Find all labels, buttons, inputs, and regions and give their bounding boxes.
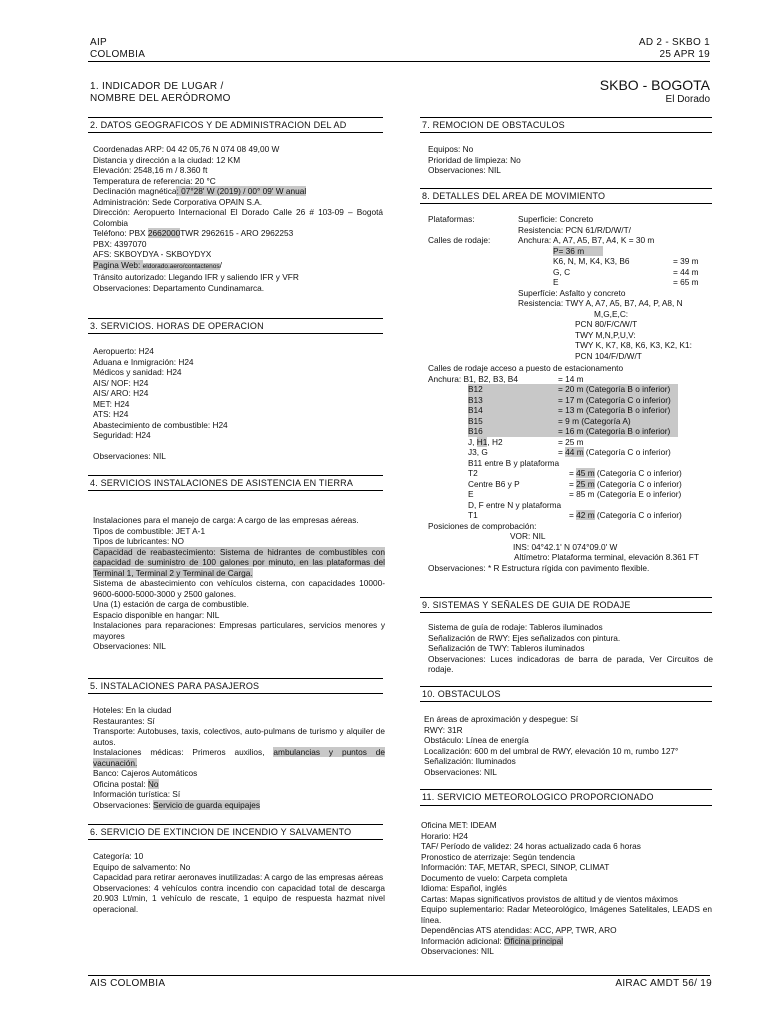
section-9-body: Sistema de guía de rodaje: Tableros iluminados Señalización de RWY: Ejes señalizados con pintura. Señalización de TWY: Tableros iluminados Observaciones: Luces indicadoras de barra de parada, Ver Circuitos de rodaje.	[428, 622, 713, 674]
header-page-ref: AD 2 - SKBO 1	[638, 37, 710, 48]
section-8-body: Plataformas: Superficie: Concreto Resistencia: PCN 61/R/D/W/T/ Calles de rodaje: Anchura: A, A7, A5, B7, A4, K = 30 m P= 36 m K6, N, M, K4, K3, B6 = 39 m G, C = 44 m E = 65 m Superfície: Asfalto y concreto Resistencia: TWY A, A7, A5, B7, A4, P, A8, N M,G,E,C: PCN 80/F/C/W/T TWY M,N,P,U,V: TWY K, K7, K8, K6, K3, K2, K1: PCN 104/F/D/W/T Calles de rodaje acceso a puesto de estacionamento Anchura: B1, B2, B3, B4 = 14 m B12 = 20 m (Categoría B o inferior) B13 = 17 m (Categoría C o inferior) B14 = 13 m (Categoría B o inferior) B15 = 9 m (Categoría A) B16 = 16 m (Categoría B o inferior) J, H1, H2 = 25 m J3, G = 44 m (Categoría C o inferior) B11 entre B y plataforma T2 = 45 m (Categoría C o inferior) Centre B6 y P = 25 m (Categoría C o inferior) E = 85 m (Categoría E o inferior) D, F entre N y plataforma T1 = 42 m (Categoría C o inferior) Posiciones de comprobación: VOR: NIL INS: 04°42.1' N 074°09.0' W Altímetro: Plataforma terminal, elevación 8.361 FT Observaciones: * R Estructura rígida con pavimento flexible.	[428, 214, 699, 573]
section-4-body: Instalaciones para el manejo de carga: A cargo de las empresas aéreas. Tipos de combustible: JET A-1 Tipos de lubricantes: NO Capacidad de reabastecimiento: Sistema de hidrantes de combustibles con capacidad de suministro de 100 galones por minuto, en las plataformas del Terminal 1, Terminal 2 y Terminal de Carga. Sistema de abastecimiento con vehículos cisterna, con capacidades 10000-9600-6000-5000-3000 y 2500 galones. Una (1) estación de carga de combustible. Espacio disponible en hangar: NIL Instalaciones para reparaciones: Empresas particulares, servicios menores y mayores Observaciones: NIL	[93, 515, 385, 651]
location-indicator-title: 1. INDICADOR DE LUGAR /	[90, 81, 224, 92]
section-10-title: 10. OBSTACULOS	[422, 689, 501, 699]
section-6-title: 6. SERVICIO DE EXTINCION DE INCENDIO Y SALVAMENTO	[90, 827, 352, 837]
section-6-body: Categoría: 10 Equipo de salvamento: No Capacidad para retirar aeronaves inutilizadas: A cargo de las empresas aéreas Observaciones: 4 vehículos contra incendio con capacidad total de descarga 20.903 Lt/min, 1 vehículo de rescate, 1 equipo de respuesta hazmat nivel operacional.	[93, 851, 385, 914]
section-8-title: 8. DETALLES DEL AREA DE MOVIMIENTO	[422, 191, 606, 201]
section-4-title: 4. SERVICIOS INSTALACIONES DE ASISTENCIA EN TIERRA	[90, 478, 354, 488]
section-3-title: 3. SERVICIOS. HORAS DE OPERACION	[90, 321, 264, 331]
section-2-title: 2. DATOS GEOGRAFICOS Y DE ADMINISTRACION DEL AD	[90, 120, 347, 130]
aerodrome-code: SKBO - BOGOTA	[599, 77, 710, 93]
footer-rule	[88, 975, 710, 976]
section-5-body: Hoteles: En la ciudad Restaurantes: Sí Transporte: Autobuses, taxis, colectivos, auto-pulmans de turismo y alquiler de autos. Instalaciones médicas: Primeros auxilios, ambulancias y puntos de vacunación. Banco: Cajeros Automáticos Oficina postal: No Información turística: Sí Observaciones: Servicio de guarda equipajes	[93, 705, 386, 810]
footer-left: AIS COLOMBIA	[90, 978, 166, 989]
section-9-title: 9. SISTEMAS Y SEÑALES DE GUIA DE RODAJE	[422, 600, 631, 610]
section-3-body: Aeropuerto: H24 Aduana e Inmigración: H24 Médicos y sanidad: H24 AIS/ NOF: H24 AIS/ ARO: H24 MET: H24 ATS: H24 Abastecimiento de combustible: H24 Seguridad: H24 Observaciones: NIL	[93, 346, 228, 461]
website-link[interactable]: eldorado.aero/contactenos	[142, 262, 220, 270]
section-7-title: 7. REMOCION DE OBSTACULOS	[422, 120, 565, 130]
aerodrome-name: El Dorado	[665, 94, 710, 105]
section-5-title: 5. INSTALACIONES PARA PASAJEROS	[90, 681, 260, 691]
section-11-body: Oficina MET: IDEAM Horario: H24 TAF/ Período de validez: 24 horas actualizado cada 6 horas Pronostico de aterrizaje: Según tendencia Información: TAF, METAR, SPECI, SINOP, CLIMAT Documento de vuelo: Carpeta completa Idioma: Español, inglés Cartas: Mapas significativos provistos de altitud y de vientos máximos Equipo suplementario: Radar Meteorológico, Imágenes Satelitales, LEADS en línea. Dependências ATS atendidas: ACC, APP, TWR, ARO Información adicional: Oficina principal Observaciones: NIL	[421, 820, 712, 956]
footer-amendment: AIRAC AMDT 56/ 19	[615, 978, 712, 989]
header-date: 25 APR 19	[659, 49, 710, 60]
section-10-body: En áreas de aproximación y despegue: Sí RWY: 31R Obstáculo: Línea de energía Localización: 600 m del umbral de RWY, elevación 10 m, rumbo 127° Señalización: Iluminados Observaciones: NIL	[424, 714, 679, 777]
header-aip: AIP	[90, 37, 108, 48]
header-rule	[88, 61, 710, 62]
section-7-body: Equipos: No Prioridad de limpieza: No Observaciones: NIL	[428, 144, 521, 175]
aerodrome-name-title: NOMBRE DEL AERÓDROMO	[90, 93, 231, 104]
header-country: COLOMBIA	[90, 49, 146, 60]
section-2-body: Coordenadas ARP: 04 42 05,76 N 074 08 49,00 W Distancia y dirección a la ciudad: 12 KM Elevación: 2548,16 m / 8.360 ft Temperatura de referencia: 20 °C Declinación magnética: 07°28' W (2019) / 00° 09' W anual Administración: Sede Corporativa OPAIN S.A. Dirección: Aeropuerto Internacional El Dorado Calle 26 # 103-09 – Bogotá Colombia Teléfono: PBX 2662000TWR 2962615 - ARO 2962253 PBX: 4397070 AFS: SKBOYDYA - SKBOYDYX Pagina Web: eldorado.aero/contactenos/ Tránsito autorizado: Llegando IFR y saliendo IFR y VFR Observaciones: Departamento Cundinamarca.	[93, 144, 383, 293]
section-11-title: 11. SERVICIO METEOROLOGICO PROPORCIONADO	[422, 792, 654, 802]
